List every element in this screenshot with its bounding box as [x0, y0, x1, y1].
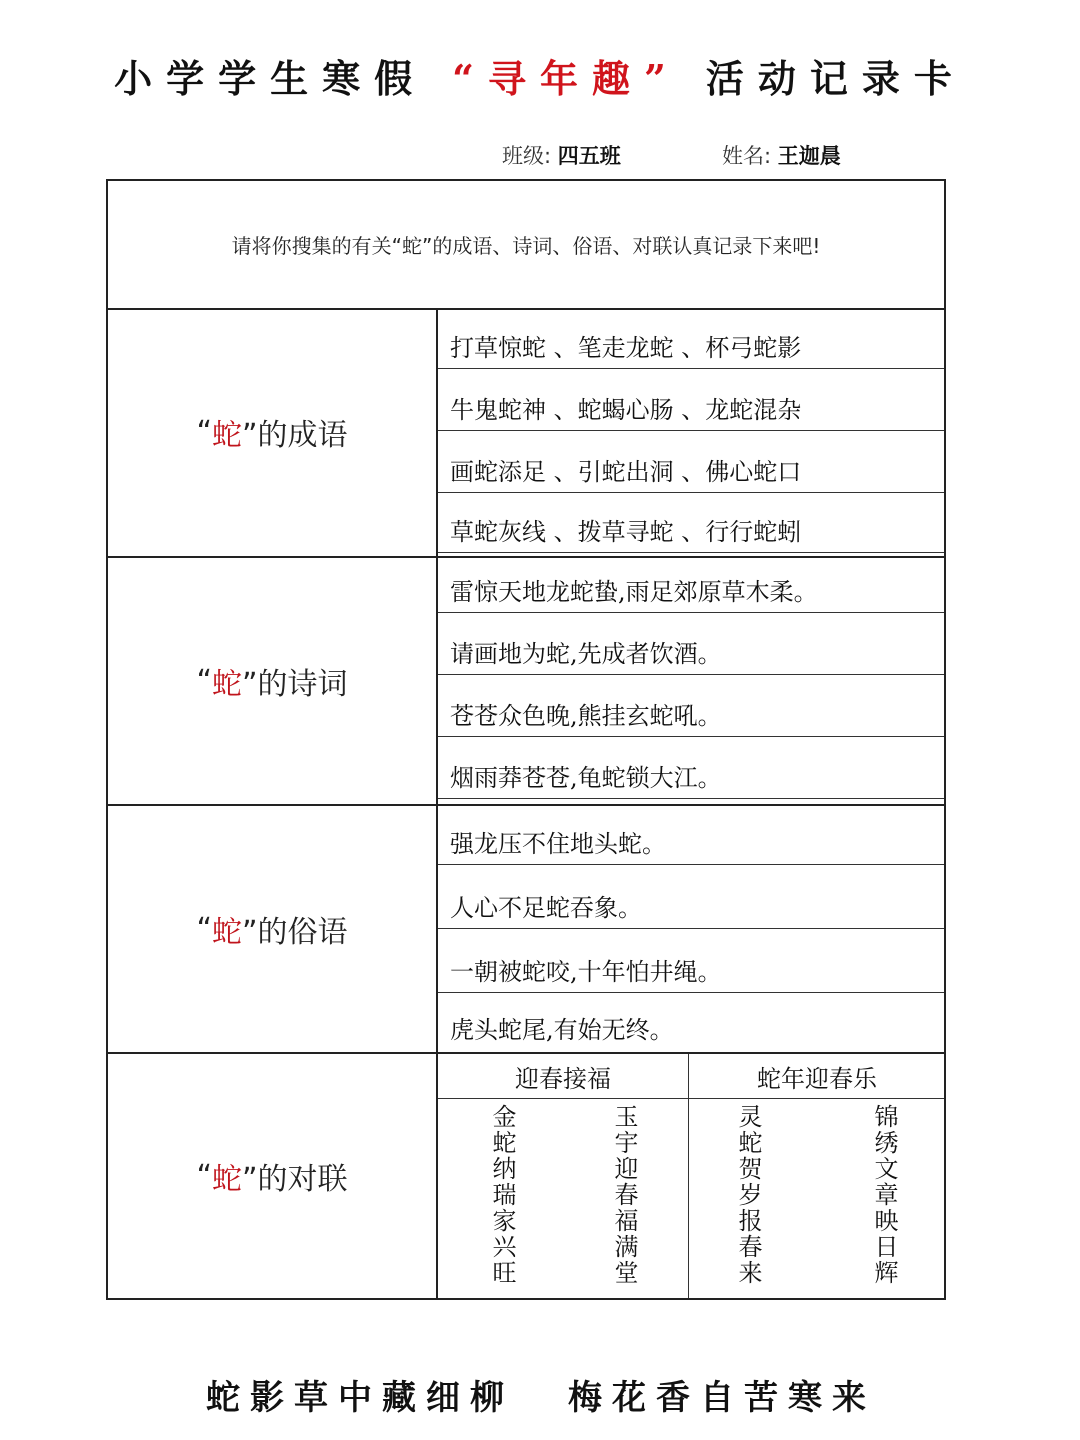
page-title	[0, 48, 1080, 108]
title-part2: 活动记录卡	[705, 56, 966, 101]
name-field	[722, 140, 841, 170]
idioms-label: “ 蛇 ”的成语	[108, 308, 438, 556]
idiom-line: 草蛇灰线 、拨草寻蛇 、行行蛇蚓	[438, 512, 944, 553]
footer-right-line: 梅花香自苦寒来	[568, 1378, 876, 1418]
sayings-label: “ 蛇 ”的俗语	[108, 806, 438, 1052]
idiom-line: 牛鬼蛇神 、蛇蝎心肠 、龙蛇混杂	[438, 390, 944, 431]
saying-line: 虎头蛇尾,有始无终。	[450, 1016, 674, 1044]
footer-left-line: 蛇影草中藏细柳	[206, 1378, 514, 1418]
couplets-row	[108, 1054, 944, 1298]
sayings-lines	[438, 806, 944, 1052]
couplet-horizontal-2: 蛇年迎春乐	[757, 1065, 877, 1093]
couplet-2-second: 锦绣文章映日辉	[870, 1104, 898, 1286]
poems-label: “ 蛇 ”的诗词	[108, 558, 438, 804]
title-part1: 小学学生寒假	[114, 56, 427, 101]
couplet-divider	[688, 1054, 689, 1298]
couplets-grid	[438, 1054, 944, 1298]
idioms-row	[108, 308, 944, 558]
idioms-lines	[438, 308, 944, 556]
poems-lines	[438, 558, 944, 804]
poem-line: 请画地为蛇,先成者饮酒。	[438, 634, 944, 675]
class-value: 四五班	[557, 143, 621, 168]
couplet-header-line	[438, 1098, 944, 1099]
name-label: 姓名:	[722, 144, 772, 168]
title-highlight: “寻年趣”	[452, 56, 680, 101]
instruction-text: 请将你搜集的有关“蛇”的成语、诗词、俗语、对联认真记录下来吧!	[108, 181, 944, 310]
couplet-horizontal-1: 迎春接福	[515, 1065, 611, 1093]
idiom-line: 打草惊蛇 、笔走龙蛇 、杯弓蛇影	[438, 328, 944, 369]
class-label: 班级:	[502, 144, 552, 168]
saying-line: 一朝被蛇咬,十年怕井绳。	[438, 952, 944, 993]
poems-row	[108, 558, 944, 806]
poem-line: 烟雨莽苍苍,龟蛇锁大江。	[438, 758, 944, 799]
record-card	[106, 179, 946, 1300]
saying-line: 强龙压不住地头蛇。	[438, 824, 944, 865]
saying-line: 人心不足蛇吞象。	[438, 888, 944, 929]
couplet-1-second: 玉宇迎春福满堂	[610, 1104, 638, 1286]
poem-line: 雷惊天地龙蛇蛰,雨足郊原草木柔。	[438, 572, 944, 613]
couplets-label: “ 蛇 ”的对联	[108, 1054, 438, 1298]
name-value: 王迦晨	[777, 143, 841, 168]
idiom-line: 画蛇添足 、引蛇出洞 、佛心蛇口	[438, 452, 944, 493]
couplet-2-first: 灵蛇贺岁报春来	[734, 1104, 762, 1286]
couplet-1-first: 金蛇纳瑞家兴旺	[488, 1104, 516, 1286]
class-field	[502, 140, 621, 170]
poem-line: 苍苍众色晚,熊挂玄蛇吼。	[438, 696, 944, 737]
sayings-row	[108, 806, 944, 1054]
